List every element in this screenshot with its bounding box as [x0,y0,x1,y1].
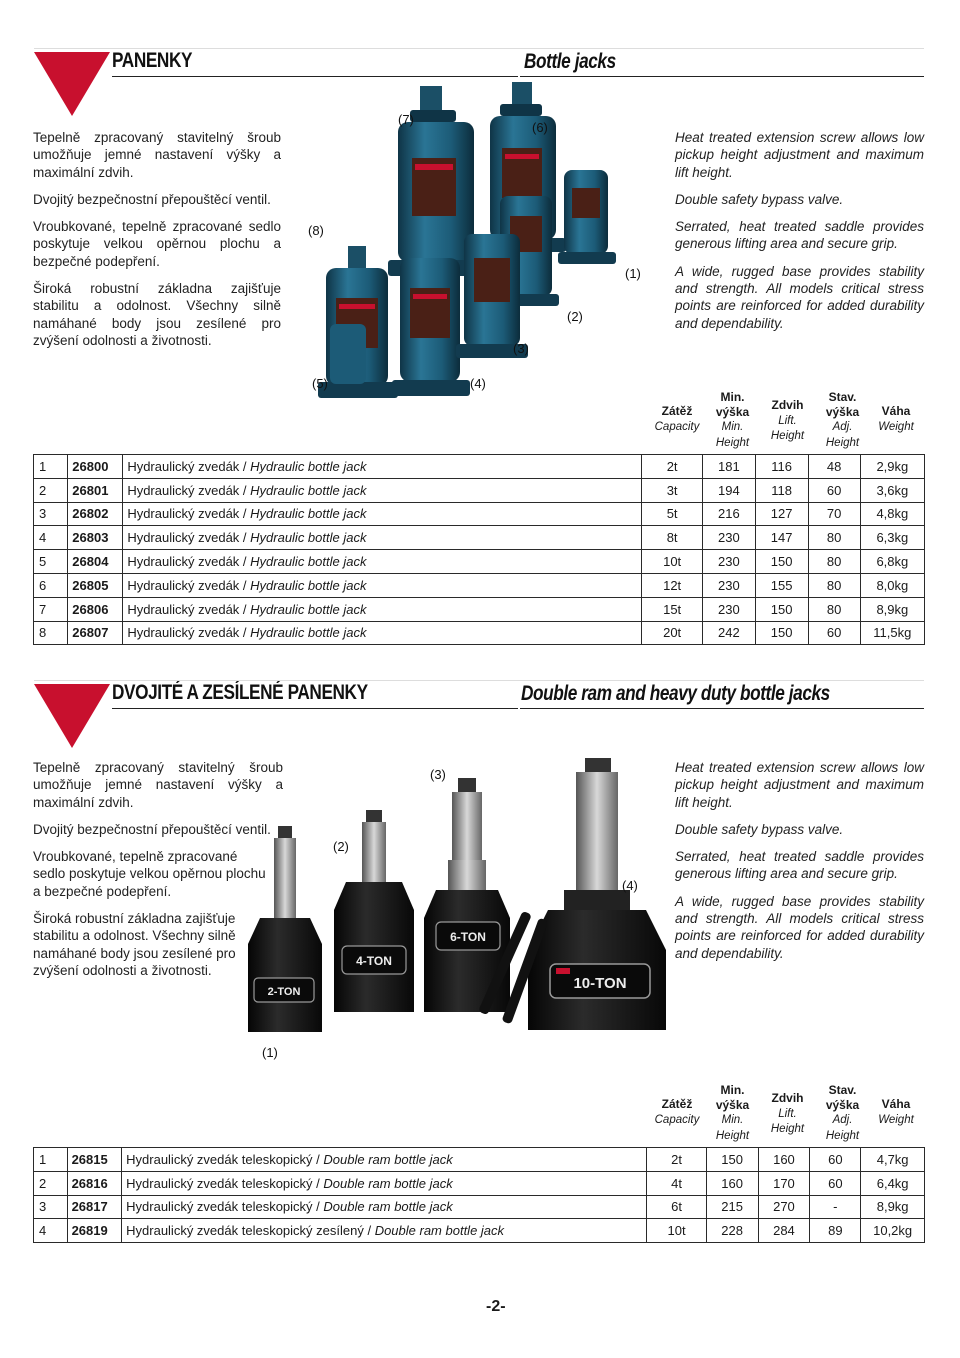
product-code: 26800 [68,455,123,479]
min-height-value: 230 [702,597,755,621]
adj-height-value: 60 [808,478,860,502]
table-row [34,597,925,621]
row-number: 8 [34,621,68,645]
feature-text: Široká robustní základna zajišťuje stabilitu a odolnost. Všechny silně namáhané body jsou zesílené pro zvýšení odolnosti a životnosti. [33,911,236,978]
description-cz: Hydraulický zvedák / [127,554,251,570]
description-en: Hydraulic bottle jack [250,482,367,498]
product-description [122,1219,647,1243]
description-en: Double ram bottle jack [323,1175,453,1191]
section1-features-cz [33,129,281,359]
header-capacity: Zátěž Capacity [654,1097,700,1126]
lift-value: 155 [755,573,808,597]
lift-value: 150 [755,597,808,621]
jack-4-icon [392,258,470,396]
lift-value: 150 [755,550,808,574]
section2-title-underline [112,708,518,709]
product-code: 26801 [68,478,123,502]
header-weight: Váha Weight [878,404,914,433]
product-code: 26806 [68,597,123,621]
capacity-value: 5t [642,502,703,526]
weight-value: 2,9kg [860,455,924,479]
description-cz: Hydraulický zvedák / [127,506,251,522]
description-cz: Hydraulický zvedák / [127,482,251,498]
lift-value: 150 [755,621,808,645]
section2-title-en: Double ram and heavy duty bottle jacks [521,682,830,705]
photo-label: (7) [398,112,414,127]
section1-title-cz: PANENKY [112,49,193,72]
adj-height-value: - [810,1195,861,1219]
product-description [123,550,642,574]
weight-value: 8,0kg [860,573,924,597]
adj-height-value: 70 [808,502,860,526]
capacity-value: 10t [647,1219,706,1243]
jack-3-icon [456,234,528,358]
min-height-value: 216 [702,502,755,526]
table-row [34,1219,925,1243]
description-cz: Hydraulický zvedák / [127,625,251,641]
description-en: Hydraulic bottle jack [250,577,367,593]
bottle-jacks-photo [300,76,670,426]
row-number: 4 [34,526,68,550]
photo-label: (6) [532,120,548,135]
photo-label: (3) [513,341,529,356]
row-number: 1 [34,455,68,479]
bottle-jacks-table [33,454,925,645]
row-number: 5 [34,550,68,574]
photo-label: (4) [470,376,486,391]
product-description [123,478,642,502]
product-description [122,1148,647,1172]
capacity-value: 2t [642,455,703,479]
row-number: 3 [34,1195,68,1219]
capacity-value: 10t [642,550,703,574]
adj-height-value: 80 [808,550,860,574]
product-description [123,621,642,645]
jack-label: 10-TON [573,975,627,992]
description-cz: Hydraulický zvedák teleskopický zesílený / [126,1223,375,1239]
table-row [34,573,925,597]
min-height-value: 230 [702,550,755,574]
photo-label: (1) [262,1045,278,1060]
adj-height-value: 60 [810,1171,861,1195]
capacity-value: 4t [647,1171,706,1195]
description-cz: Hydraulický zvedák / [127,458,251,474]
min-height-value: 160 [706,1171,758,1195]
header-adj-height: Stav. výška Adj. Height [825,1083,860,1142]
adj-height-value: 48 [808,455,860,479]
product-description [123,502,642,526]
jack-5-icon [330,324,366,384]
product-code: 26804 [68,550,123,574]
description-en: Hydraulic bottle jack [250,458,367,474]
adj-height-value: 60 [810,1148,861,1172]
min-height-value: 181 [702,455,755,479]
weight-value: 3,6kg [860,478,924,502]
feature-text: A wide, rugged base provides stability and strength. All models critical stress points are reinforced for added durability and dependability. [675,263,924,331]
product-description [123,455,642,479]
feature-text: Vroubkované, tepelně zpracované sedlo poskytuje velkou opěrnou plochu a bezpečné podepření. [33,219,281,269]
table-row [34,1171,925,1195]
product-code: 26807 [68,621,123,645]
jack-label: 2-TON [267,986,301,998]
lift-value: 127 [755,502,808,526]
feature-text: Heat treated extension screw allows low pickup height adjustment and maximum lift height. [675,760,924,810]
capacity-value: 2t [647,1148,706,1172]
capacity-value: 12t [642,573,703,597]
product-description [122,1171,647,1195]
photo-label: (5) [312,376,328,391]
row-number: 6 [34,573,68,597]
header-min-height: Min. výška Min. Height [715,1083,750,1142]
weight-value: 6,8kg [860,550,924,574]
jack-label: 6-TON [450,930,486,944]
jack-1-icon [558,170,616,264]
weight-value: 11,5kg [860,621,924,645]
weight-value: 8,9kg [860,597,924,621]
capacity-value: 8t [642,526,703,550]
product-description [123,573,642,597]
feature-text: Tepelně zpracovaný stavitelný šroub umožňuje jemné nastavení výšky a maximální zdvih. [33,760,283,810]
min-height-value: 194 [702,478,755,502]
weight-value: 6,3kg [860,526,924,550]
section-marker-triangle [34,52,110,116]
row-number: 3 [34,502,68,526]
product-code: 26802 [68,502,123,526]
jack-10-ton-icon [528,758,666,1030]
section1-title-en: Bottle jacks [524,50,616,73]
adj-height-value: 89 [810,1219,861,1243]
min-height-value: 230 [702,526,755,550]
photo-label: (4) [622,878,638,893]
product-code: 26819 [67,1219,122,1243]
feature-text: A wide, rugged base provides stability and strength. All models critical stress points are reinforced for added durability and dependability. [675,893,924,961]
product-description [122,1195,647,1219]
description-en: Double ram bottle jack [374,1223,505,1239]
min-height-value: 215 [706,1195,758,1219]
product-code: 26803 [68,526,123,550]
product-code: 26816 [67,1171,122,1195]
adj-height-value: 80 [808,526,860,550]
weight-value: 8,9kg [861,1195,925,1219]
description-cz: Hydraulický zvedák / [127,601,251,617]
section2-title-en-underline [520,708,924,709]
photo-label: (1) [625,266,641,281]
weight-value: 4,7kg [861,1148,925,1172]
feature-text: Serrated, heat treated saddle provides generous lifting area and secure grip. [675,219,924,252]
photo-label: (2) [333,839,349,854]
header-lift: Zdvih Lift. Height [770,1091,805,1135]
description-en: Double ram bottle jack [323,1199,453,1215]
min-height-value: 242 [702,621,755,645]
weight-value: 6,4kg [861,1171,925,1195]
row-number: 2 [34,478,68,502]
header-min-height: Min. výška Min. Height [715,390,750,449]
feature-text: Heat treated extension screw allows low pickup height adjustment and maximum lift height. [675,130,924,180]
table-row [34,455,925,479]
header-weight: Váha Weight [878,1097,914,1126]
lift-value: 160 [758,1148,810,1172]
description-en: Hydraulic bottle jack [250,625,367,641]
header-adj-height: Stav. výška Adj. Height [825,390,860,449]
table-row [34,502,925,526]
row-number: 1 [34,1148,68,1172]
jack-2-ton-icon [248,826,322,1032]
feature-text: Vroubkované, tepelně zpracované sedlo poskytuje velkou opěrnou plochu a bezpečné podepření. [33,849,266,899]
lift-value: 116 [755,455,808,479]
lift-value: 147 [755,526,808,550]
description-cz: Hydraulický zvedák teleskopický / [126,1199,324,1215]
table-row [34,1148,925,1172]
table-row [34,478,925,502]
feature-text: Tepelně zpracovaný stavitelný šroub umožňuje jemné nastavení výšky a maximální zdvih. [33,130,281,180]
table-row [34,1195,925,1219]
product-code: 26805 [68,573,123,597]
table-row [34,550,925,574]
section-marker-triangle [34,684,110,748]
header-lift: Zdvih Lift. Height [770,398,805,442]
description-en: Hydraulic bottle jack [250,601,367,617]
adj-height-value: 60 [808,621,860,645]
lift-value: 284 [758,1219,810,1243]
lift-value: 118 [755,478,808,502]
product-code: 26817 [67,1195,122,1219]
photo-label: (3) [430,767,446,782]
section2-features-en [675,759,924,972]
description-cz: Hydraulický zvedák teleskopický / [126,1175,324,1191]
section1-features-en [675,129,924,342]
description-en: Double ram bottle jack [323,1151,453,1167]
capacity-value: 3t [642,478,703,502]
photo-label: (2) [567,309,583,324]
adj-height-value: 80 [808,597,860,621]
description-cz: Hydraulický zvedák teleskopický / [126,1151,324,1167]
section2-title-cz: DVOJITÉ A ZESÍLENÉ PANENKY [112,681,368,704]
capacity-value: 15t [642,597,703,621]
row-number: 7 [34,597,68,621]
double-ram-jacks-table [33,1147,925,1243]
feature-text: Dvojitý bezpečnostní přepouštěcí ventil. [33,191,271,207]
feature-text: Dvojitý bezpečnostní přepouštěcí ventil. [33,821,271,837]
row-number: 2 [34,1171,68,1195]
description-en: Hydraulic bottle jack [250,530,367,546]
lift-value: 170 [758,1171,810,1195]
product-description [123,597,642,621]
photo-label: (8) [308,223,324,238]
feature-text: Široká robustní základna zajišťuje stabilitu a odolnost. Všechny silně namáhané body jsou zesílené pro zvýšení odolnosti a životnosti. [33,281,281,348]
description-cz: Hydraulický zvedák / [127,577,251,593]
lift-value: 270 [758,1195,810,1219]
feature-text: Serrated, heat treated saddle provides generous lifting area and secure grip. [675,849,924,882]
page-number: -2- [486,1298,506,1315]
adj-height-value: 80 [808,573,860,597]
table-row [34,621,925,645]
weight-value: 4,8kg [860,502,924,526]
table-row [34,526,925,550]
feature-text: Double safety bypass valve. [675,191,844,207]
product-code: 26815 [67,1148,122,1172]
min-height-value: 228 [706,1219,758,1243]
min-height-value: 230 [702,573,755,597]
description-cz: Hydraulický zvedák / [127,530,251,546]
weight-value: 10,2kg [861,1219,925,1243]
description-en: Hydraulic bottle jack [250,506,367,522]
capacity-value: 20t [642,621,703,645]
min-height-value: 150 [706,1148,758,1172]
product-description [123,526,642,550]
capacity-value: 6t [647,1195,706,1219]
row-number: 4 [34,1219,68,1243]
double-ram-jacks-photo [230,750,670,1050]
header-capacity: Zátěž Capacity [654,404,700,433]
description-en: Hydraulic bottle jack [250,554,367,570]
jack-label: 4-TON [356,954,392,968]
feature-text: Double safety bypass valve. [675,821,844,837]
